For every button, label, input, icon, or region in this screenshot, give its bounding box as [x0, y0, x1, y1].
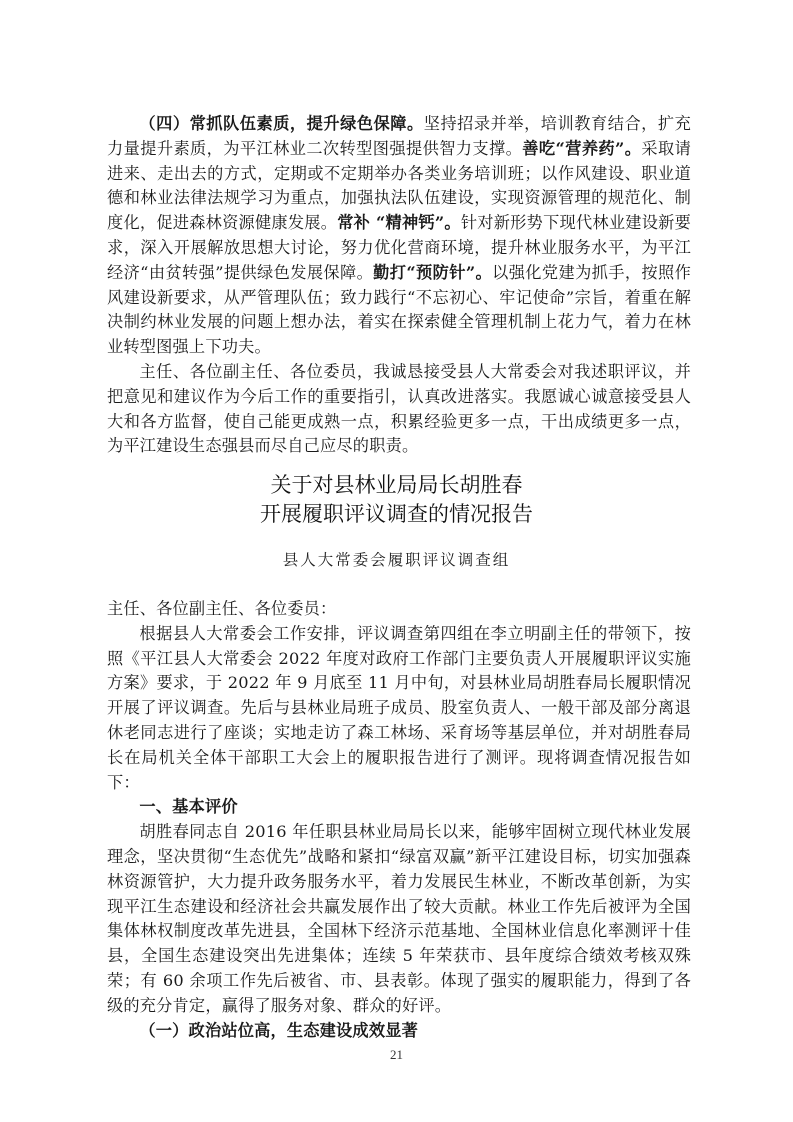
report-author: 县人大常委会履职评议调查组 — [282, 551, 511, 569]
bold-lead: （四）常抓队伍素质，提升绿色保障。 — [139, 114, 424, 133]
intro-paragraph: 根据县人大常委会工作安排，评议调查第四组在李立明副主任的带领下，按照《平江县人大常委会 2022 年度对政府工作部门主要负责人开展履职评议实施方案》要求，于 2022 年 9 月底至 11 月中旬，对县林业局胡胜春局长履职情况开展了评议调查。先后与县林业局班子成员、股室负责人、一般干部及部分离退休老同志进行了座谈；实地走访了森工林场、采育场等基层单位，并对胡胜春局长在局机关全体干部职工大会上的履职报告进行了测评。现将调查情况报告如下： — [107, 623, 691, 792]
bold-phrase: 常补 “精神钙”。 — [337, 213, 461, 233]
bold-phrase: 勤打“预防针”。 — [373, 262, 493, 282]
subsection-heading: （一）政治站位高，生态建设成效显著 — [139, 1020, 418, 1040]
report-title — [0, 471, 793, 529]
bold-phrase: 善吃“营养药”。 — [522, 138, 642, 158]
text: 采取请进来、走出去的方式，定期或不定期举办各类业务培训班；以作风建设、职业道德和林业法律法规学习为重点，加强执法队伍建设，实现资源管理的规范化、制度化，促进森林资源健康发展。 — [107, 138, 691, 233]
text: 针对新形势下现代林业建设新要求，深入开展解放思想大讨论，努力优化营商环境，提升林业服务水平，为平江经济“由贫转强”提供绿色发展保障。 — [107, 213, 691, 282]
title-line-2: 开展履职评议调查的情况报告 — [260, 502, 533, 526]
text: 坚持招录并举，培训教育结合，扩充力量提升素质，为平江林业二次转型图强提供智力支撑。 — [107, 114, 692, 158]
text: 以强化党建为抓手，按照作风建设新要求，从严管理队伍；致力践行“不忘初心、牢记使命”宗旨，着重在解决制约林业发展的问题上想办法，着实在探索健全管理机制上花力气，着力在林业转型图强上下功夫。 — [107, 262, 691, 357]
salutation: 主任、各位副主任、各位委员： — [107, 599, 337, 618]
section-paragraph: 胡胜春同志自 2016 年任职县林业局局长以来，能够牢固树立现代林业发展理念，坚决贯彻“生态优先”战略和紧扣“绿富双赢”新平江建设目标，切实加强森林资源管护，大力提升政务服务水平，着力发展民生林业，不断改革创新，为实现平江生态建设和经济社会共赢发展作出了较大贡献。林业工作先后被评为全国集体林权制度改革先进县，全国林下经济示范基地、全国林业信息化率测评十佳县，全国生态建设突出先进集体；连续 5 年荣获市、县年度综合绩效考核双殊荣；有 60 余项工作先后被省、市、县表彰。体现了强实的履职能力，得到了各级的充分肯定，赢得了服务对象、群众的好评。 — [107, 822, 691, 1015]
report-body — [107, 597, 691, 1043]
top-section — [107, 112, 691, 459]
paragraph-closing: 主任、各位副主任、各位委员，我诚恳接受县人大常委会对我述职评议，并把意见和建议作为今后工作的重要指引，认真改进落实。我愿诚心诚意接受县人大和各方监督，使自己能更成熟一点，积累经验更多一点，干出成绩更多一点，为平江建设生态强县而尽自己应尽的职责。 — [107, 361, 691, 456]
title-line-1: 关于对县林业局局长胡胜春 — [270, 473, 523, 497]
section-heading: 一、基本评价 — [139, 797, 238, 817]
page-number: 21 — [390, 1047, 403, 1062]
paragraph-team-quality — [107, 112, 691, 360]
